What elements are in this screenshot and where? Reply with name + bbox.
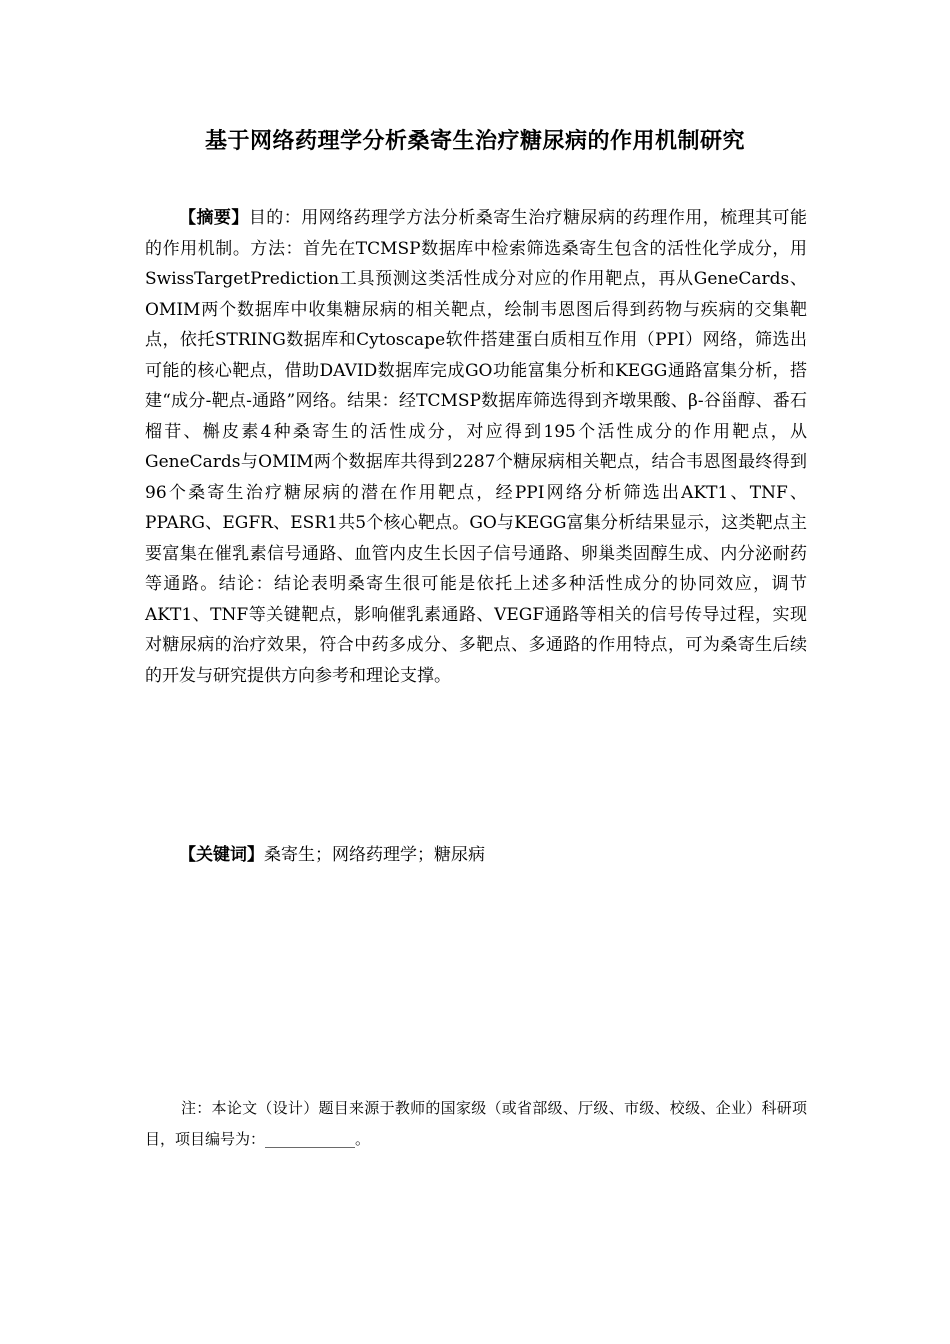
paper-title: 基于网络药理学分析桑寄生治疗糖尿病的作用机制研究 <box>204 129 745 154</box>
keywords-text: 桑寄生；网络药理学；糖尿病 <box>264 845 485 865</box>
abstract-label: 【摘要】 <box>179 208 249 228</box>
keywords-label: 【关键词】 <box>179 845 264 865</box>
abstract-paragraph <box>145 203 807 691</box>
footnote-paragraph: 注：本论文（设计）题目来源于教师的国家级（或省部级、厅级、市级、校级、企业）科研项目，项目编号为：____________。 <box>145 1099 807 1148</box>
abstract-text: 目的：用网络药理学方法分析桑寄生治疗糖尿病的药理作用，梳理其可能的作用机制。方法：首先在TCMSP数据库中检索筛选桑寄生包含的活性化学成分，用SwissTargetPrediction工具预测这类活性成分对应的作用靶点，再从GeneCards、OMIM两个数据库中收集糖尿病的相关靶点，绘制韦恩图后得到药物与疾病的交集靶点，依托STRING数据库和Cytoscape软件搭建蛋白质相互作用（PPI）网络，筛选出可能的核心靶点，借助DAVID数据库完成GO功能富集分析和KEGG通路富集分析，搭建“成分-靶点-通路”网络。结果：经TCMSP数据库筛选得到齐墩果酸、β-谷甾醇、番石榴苷、槲皮素4种桑寄生的活性成分，对应得到195个活性成分的作用靶点，从GeneCards与OMIM两个数据库共得到2287个糖尿病相关靶点，结合韦恩图最终得到96个桑寄生治疗糖尿病的潜在作用靶点，经PPI网络分析筛选出AKT1、TNF、PPARG、EGFR、ESR1共5个核心靶点。GO与KEGG富集分析结果显示，这类靶点主要富集在催乳素信号通路、血管内皮生长因子信号通路、卵巢类固醇生成、内分泌耐药等通路。结论：结论表明桑寄生很可能是依托上述多种活性成分的协同效应，调节AKT1、TNF等关键靶点，影响催乳素通路、VEGF通路等相关的信号传导过程，实现对糖尿病的治疗效果，符合中药多成分、多靶点、多通路的作用特点，可为桑寄生后续的开发与研究提供方向参考和理论支撑。 <box>145 208 808 686</box>
keywords-paragraph <box>145 840 807 871</box>
